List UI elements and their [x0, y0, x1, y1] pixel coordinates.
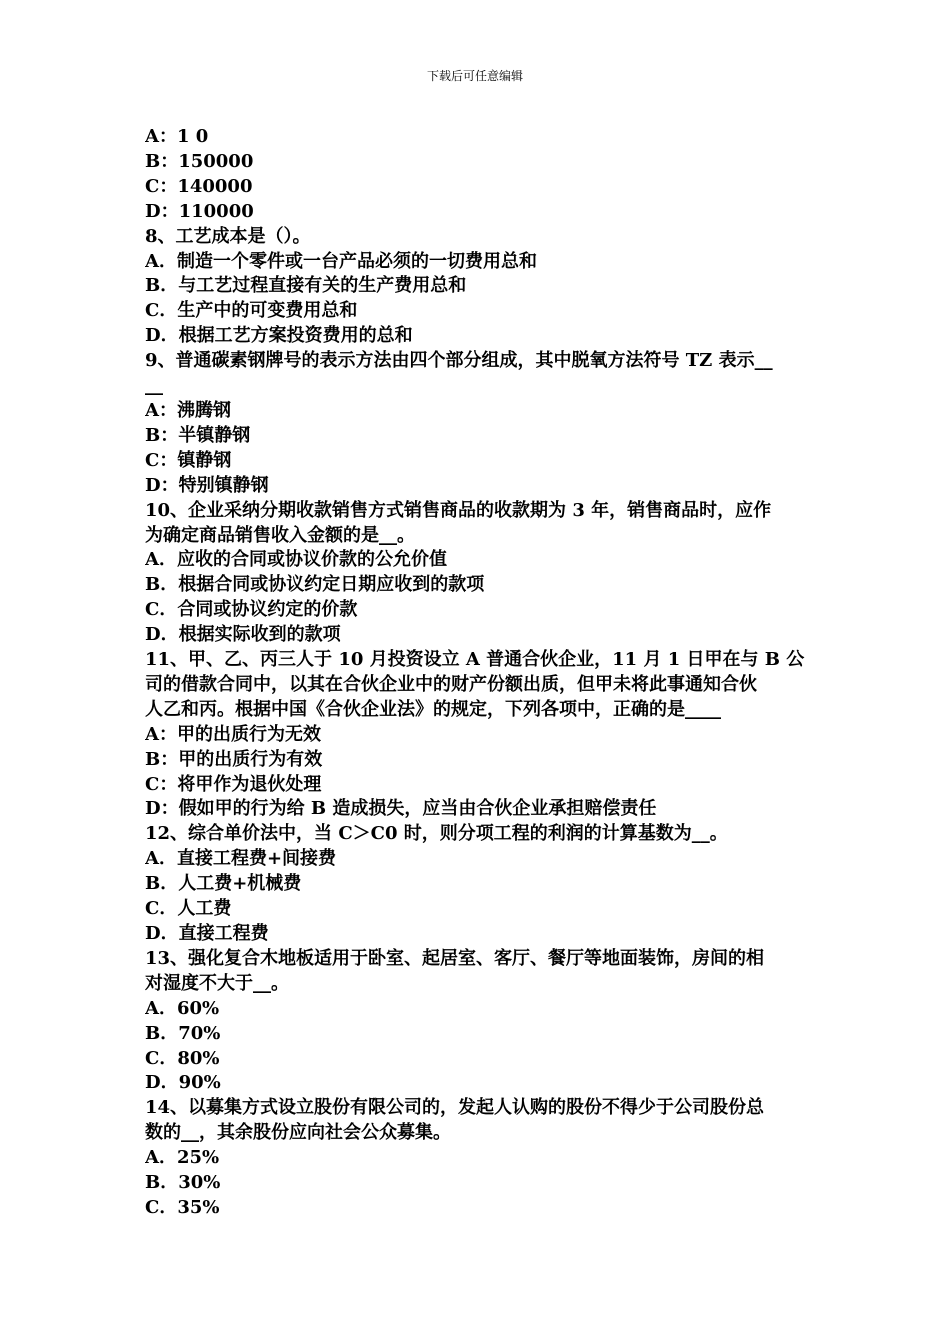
answer-option: A：甲的出质行为无效 [145, 723, 321, 745]
answer-option: A．25% [145, 1147, 220, 1169]
answer-option: A：1 0 [145, 126, 209, 147]
question-text: 8、工艺成本是（）。 [145, 225, 311, 247]
document-body [145, 125, 809, 1221]
answer-option: D．90% [145, 1072, 221, 1094]
question-text-continued: 数的__，其余股份应向社会公众募集。 [145, 1122, 451, 1144]
question-text-continued: __ [145, 375, 163, 397]
answer-option: A：沸腾钢 [145, 399, 231, 421]
answer-option: B：甲的出质行为有效 [145, 748, 323, 770]
answer-option: A．60% [145, 997, 220, 1019]
answer-option: D．根据工艺方案投资费用的总和 [145, 325, 413, 347]
question-text: 10、企业采纳分期收款销售方式销售商品的收款期为 3 年，销售商品时，应作 [145, 499, 772, 521]
answer-option: B．根据合同或协议约定日期应收到的款项 [145, 574, 485, 596]
answer-option: B．30% [145, 1172, 221, 1194]
answer-option: A．应收的合同或协议价款的公允价值 [145, 549, 447, 571]
answer-option: C：镇静钢 [145, 449, 232, 471]
answer-option: C．人工费 [145, 898, 232, 920]
answer-option: C．生产中的可变费用总和 [145, 300, 358, 322]
answer-option: A．直接工程费+间接费 [145, 848, 337, 870]
answer-option: D．直接工程费 [145, 923, 269, 944]
answer-option: A．制造一个零件或一台产品必须的一切费用总和 [145, 250, 537, 272]
question-text: 14、以募集方式设立股份有限公司的，发起人认购的股份不得少于公司股份总 [145, 1097, 765, 1119]
answer-option: C：将甲作为退伙处理 [145, 773, 322, 795]
answer-option: D：特别镇静钢 [145, 474, 269, 496]
answer-option: D：假如甲的行为给 B 造成损失，应当由合伙企业承担赔偿责任 [145, 798, 657, 820]
answer-option: B．与工艺过程直接有关的生产费用总和 [145, 275, 467, 297]
question-text: 12、综合单价法中，当 C＞C0 时，则分项工程的利润的计算基数为__。 [145, 823, 728, 845]
answer-option: C．35% [145, 1196, 220, 1218]
answer-option: D：110000 [145, 200, 254, 222]
page-header: 下载后可任意编辑 [426, 69, 523, 83]
answer-option: B：半镇静钢 [145, 424, 251, 446]
answer-option: B．70% [145, 1022, 221, 1044]
question-text: 11、甲、乙、丙三人于 10 月投资设立 A 普通合伙企业，11 月 1 日甲在与 B 公 [145, 649, 805, 671]
answer-option: C．合同或协议约定的价款 [145, 599, 358, 621]
answer-option: B．人工费+机械费 [145, 873, 302, 895]
question-text-continued: 人乙和丙。根据中国《合伙企业法》的规定，下列各项中，正确的是____ [145, 698, 721, 720]
answer-option: B：150000 [145, 150, 254, 172]
question-text-continued: 为确定商品销售收入金额的是__。 [145, 524, 415, 546]
answer-option: C：140000 [145, 175, 253, 197]
question-text-continued: 司的借款合同中，以其在合伙企业中的财产份额出质，但甲未将此事通知合伙 [145, 673, 757, 695]
question-text: 9、普通碳素钢牌号的表示方法由四个部分组成，其中脱氧方法符号 TZ 表示__ [145, 350, 773, 372]
question-text-continued: 对湿度不大于__。 [145, 972, 289, 994]
question-text: 13、强化复合木地板适用于卧室、起居室、客厅、餐厅等地面装饰，房间的相 [145, 947, 765, 969]
answer-option: C．80% [145, 1047, 220, 1069]
answer-option: D．根据实际收到的款项 [145, 624, 341, 646]
